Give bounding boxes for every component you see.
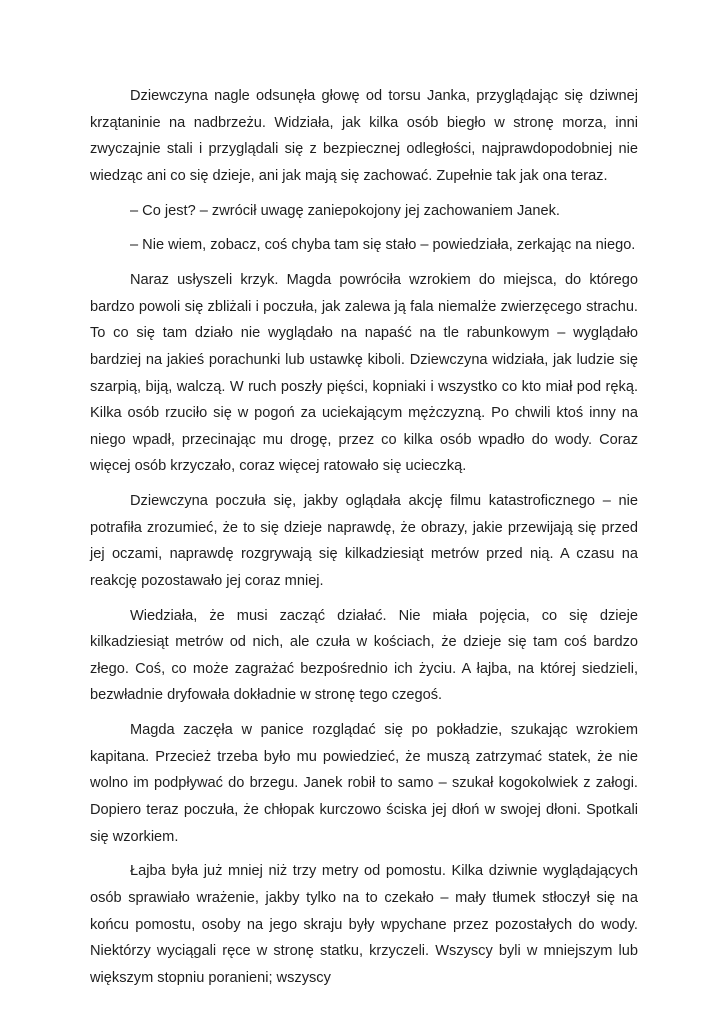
paragraph-dialogue: – Nie wiem, zobacz, coś chyba tam się stało – powiedziała, zerkając na niego. <box>130 237 636 254</box>
paragraph: Wiedziała, że musi zacząć działać. Nie miała pojęcia, co się dzieje kilkadziesiąt metrów od nich, ale czuła w kościach, że dzieje się tam coś bardzo złego. Coś, co może zagrażać bezpośrednio ich życiu. A łajba, na której siedzieli, bezwładnie dryfowała dokładnie w stronę tego czegoś. <box>90 607 638 704</box>
paragraph: Naraz usłyszeli krzyk. Magda powróciła wzrokiem do miejsca, do którego bardzo powoli się zbliżali i poczuła, jak zalewa ją fala niemalże zwierzęcego strachu. To co się tam działo nie wyglądało na napaść na tle rabunkowym – wyglądało bardziej na jakieś porachunki lub ustawkę kiboli. Dziewczyna widziała, jak ludzie się szarpią, biją, walczą. W ruch poszły pięści, kopniaki i wszystko co kto miał pod ręką. Kilka osób rzuciło się w pogoń za uciekającym mężczyzną. Po chwili ktoś inny na niego wpadł, przecinając mu drogę, przez co kilka osób wpadło do wody. Coraz więcej osób krzyczało, coraz więcej ratowało się ucieczką. <box>90 272 638 475</box>
paragraph: Łajba była już mniej niż trzy metry od pomostu. Kilka dziwnie wyglądających osób sprawiało wrażenie, jakby tylko na to czekało – mały tłumek stłoczył się na końcu pomostu, osoby na jego skraju były wpychane przez pozostałych do wody. Niektórzy wyciągali ręce w stronę statku, krzyczeli. Wszyscy byli w mniejszym lub większym stopniu poranieni; wszyscy <box>90 863 638 986</box>
text-body <box>90 83 638 1000</box>
paragraph: Dziewczyna nagle odsunęła głowę od torsu Janka, przyglądając się dziwnej krzątaninie na nadbrzeżu. Widziała, jak kilka osób biegło w stronę morza, inni zwyczajnie stali i przyglądali się z bezpiecznej odległości, najprawdopodobniej nie wiedząc ani co się dzieje, ani jak mają się zachować. Zupełnie tak jak ona teraz. <box>90 88 638 184</box>
paragraph: Dziewczyna poczuła się, jakby oglądała akcję filmu katastroficznego – nie potrafiła zrozumieć, że to się dzieje naprawdę, że obrazy, jakie przewijają się przed jej oczami, naprawdę rozgrywają się kilkadziesiąt metrów przed nią. A czasu na reakcję pozostawało jej coraz mniej. <box>90 493 638 589</box>
paragraph-dialogue: – Co jest? – zwrócił uwagę zaniepokojony jej zachowaniem Janek. <box>130 202 560 219</box>
paragraph: Magda zaczęła w panice rozglądać się po pokładzie, szukając wzrokiem kapitana. Przecież trzeba było mu powiedzieć, że muszą zatrzymać statek, że nie wolno im podpływać do brzegu. Janek robił to samo – szukał kogokolwiek z załogi. Dopiero teraz poczuła, że chłopak kurczowo ściska jej dłoń w swojej dłoni. Spotkali się wzorkiem. <box>90 722 638 845</box>
